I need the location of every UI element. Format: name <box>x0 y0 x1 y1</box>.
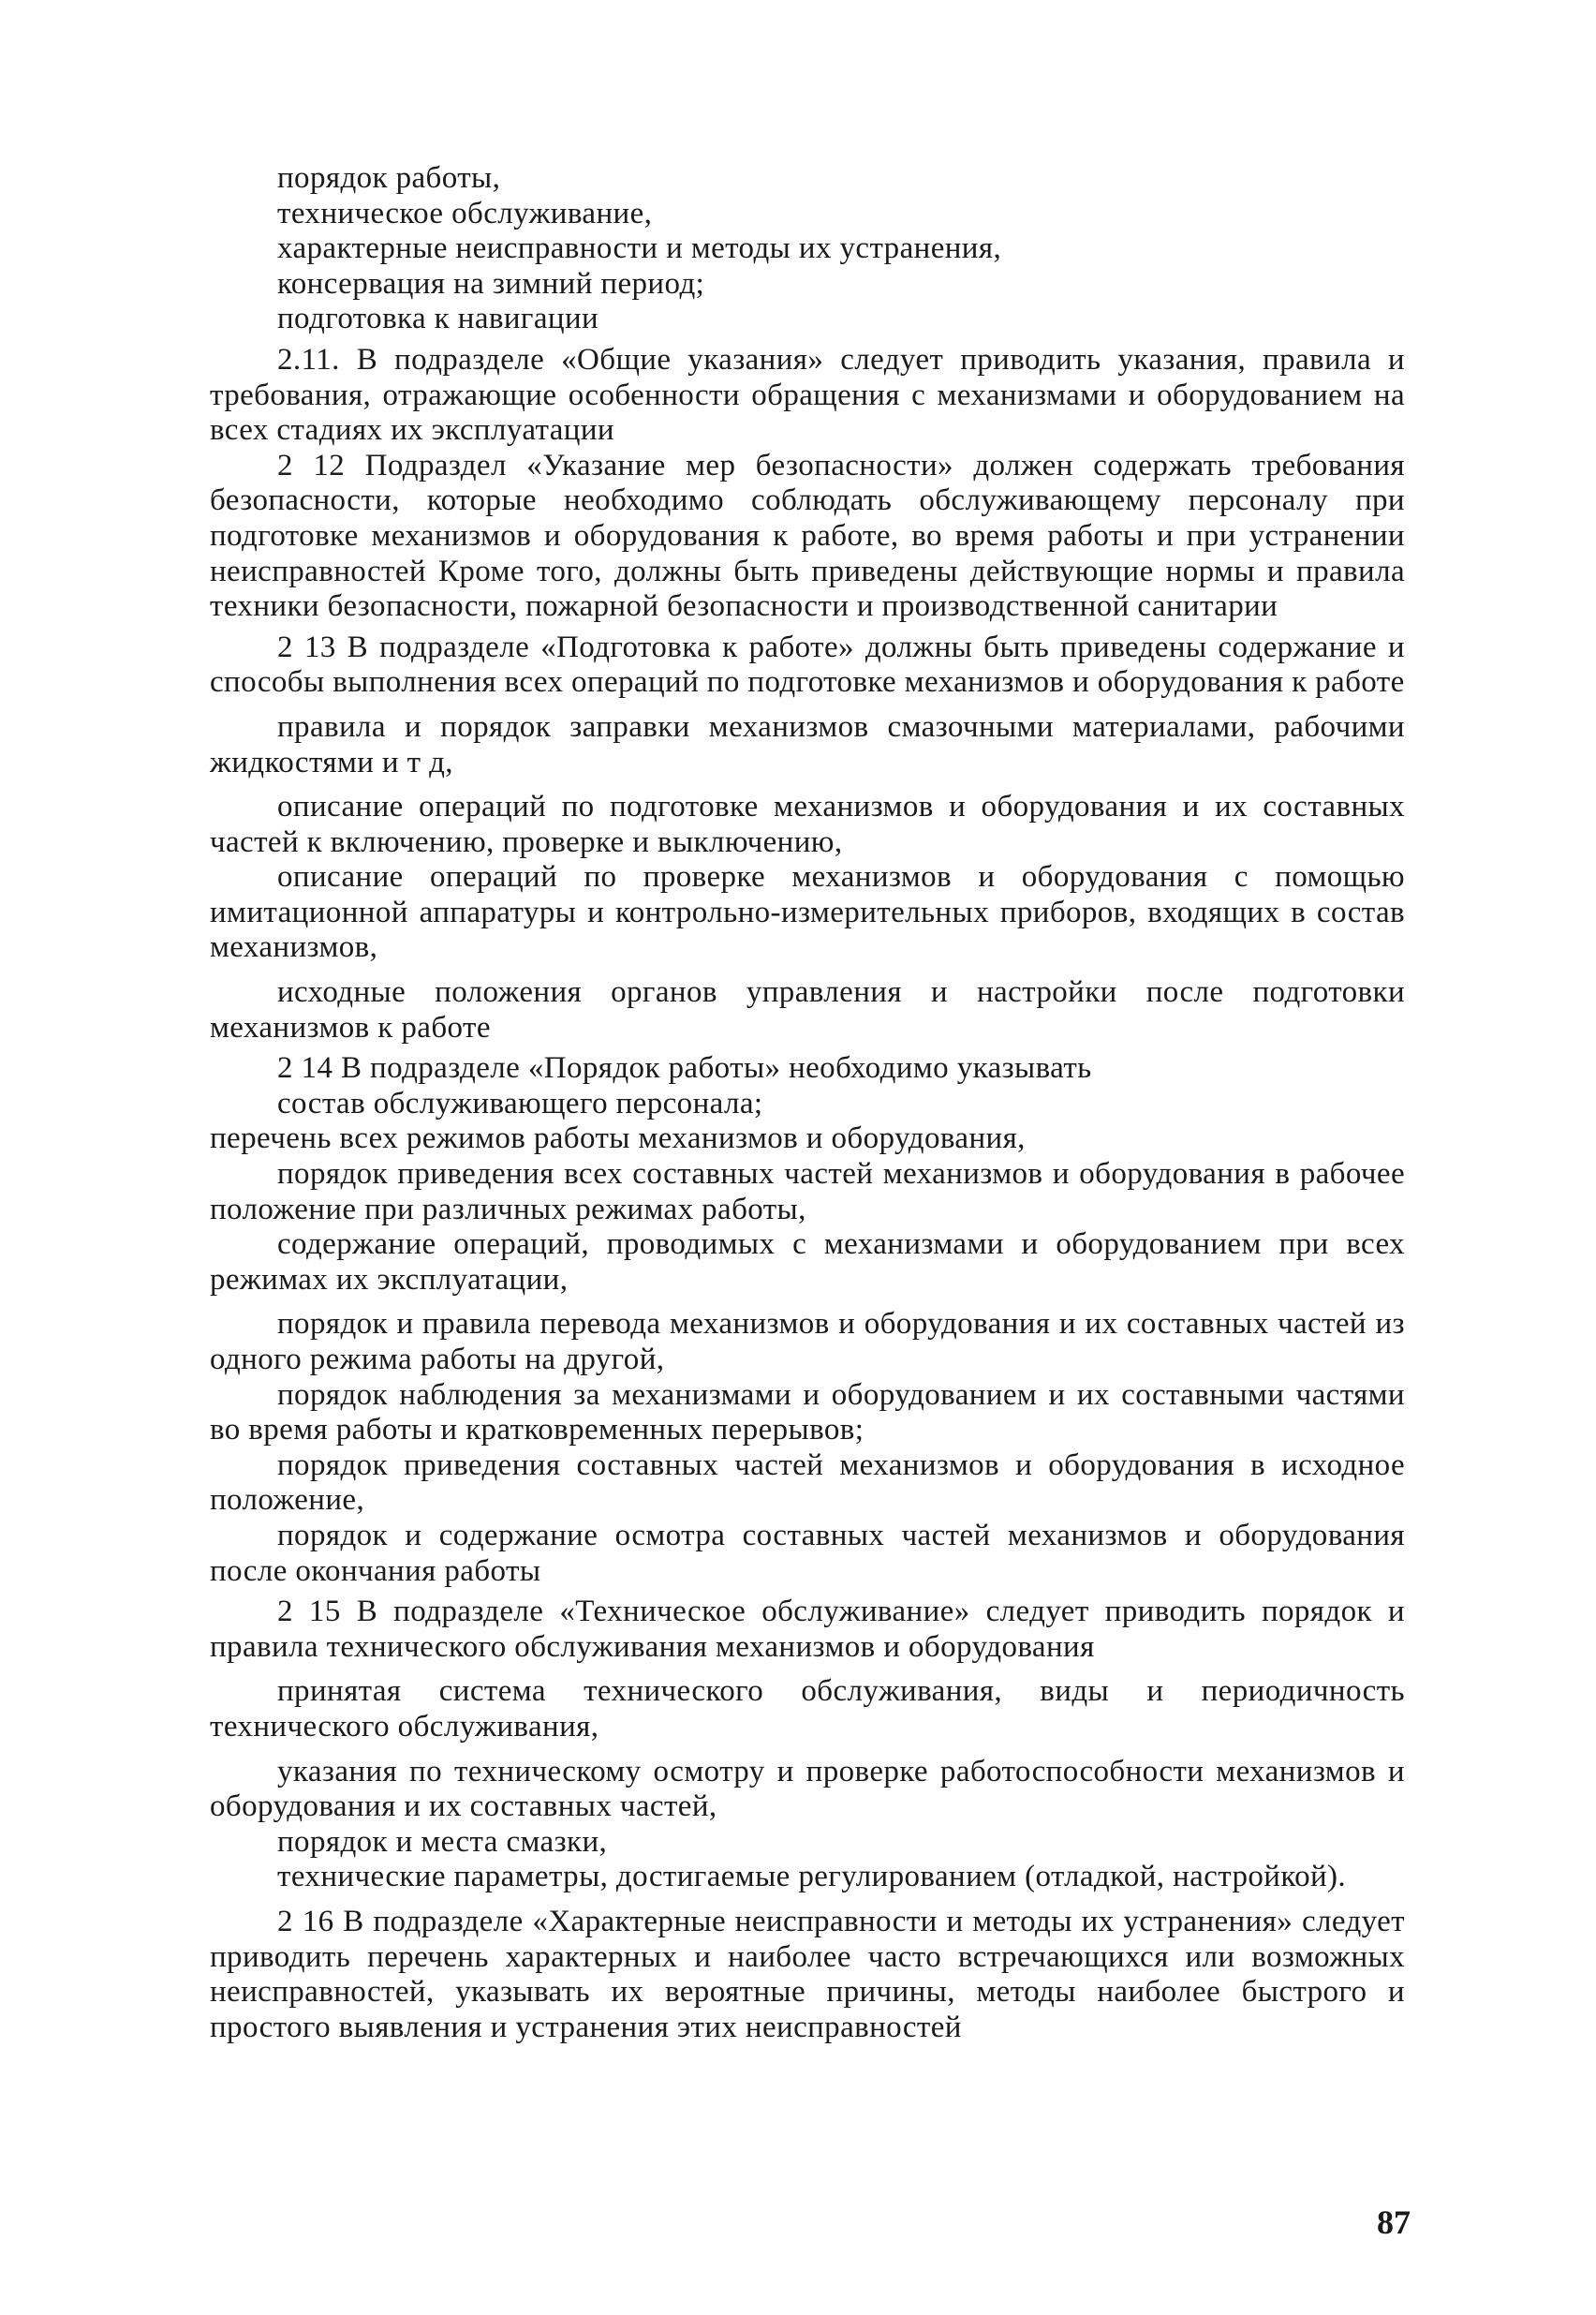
list-item-maintenance-system: принятая система технического обслуживания, виды и периодичность технического обслуживания, <box>210 1674 1405 1744</box>
list-item-navigation-preparation: подготовка к навигации <box>277 302 599 336</box>
paragraph-2-16: 2 16 В подразделе «Характерные неисправности и методы их устранения» следует приводить перечень характерных и наиболее часто встречающихся или возможных неисправностей, указывать их вероятные причины, методы наиболее быстрого и простого выявления и устранения этих неисправностей <box>210 1904 1405 2044</box>
paragraph-2-15: 2 15 В подразделе «Техническое обслуживание» следует приводить порядок и правила технического обслуживания механизмов и оборудования <box>210 1595 1405 1664</box>
list-item-checking-operations: описание операций по проверке механизмов и оборудования с помощью имитационной аппаратуры и контрольно-измерительных приборов, входящих в состав механизмов, <box>210 860 1405 965</box>
list-item-technical-parameters: технические параметры, достигаемые регулированием (отладкой, настройкой). <box>277 1860 1347 1894</box>
list-item-typical-faults: характерные неисправности и методы их устранения, <box>277 231 1002 266</box>
list-item-winter-conservation: консервация на зимний период; <box>277 266 705 301</box>
list-item-inspection-instructions: указания по техническому осмотру и проверке работоспособности механизмов и оборудования и их составных частей, <box>210 1754 1405 1824</box>
paragraph-2-11: 2.11. В подразделе «Общие указания» следует приводить указания, правила и требования, отражающие особенности обращения с механизмами и оборудованием на всех стадиях их эксплуатации <box>210 342 1405 448</box>
paragraph-2-12: 2 12 Подраздел «Указание мер безопасности» должен содержать требования безопасности, которые необходимо соблюдать обслуживающему персоналу при подготовке механизмов и оборудования к работе, во время работы и при устранении неисправностей Кроме того, должны быть приведены действующие нормы и правила техники безопасности, пожарной безопасности и производственной санитарии <box>210 448 1405 624</box>
list-item-inspection: порядок и содержание осмотра составных частей механизмов и оборудования после окончания работы <box>210 1518 1405 1588</box>
list-item-modes-list: перечень всех режимов работы механизмов и оборудования, <box>210 1121 1026 1156</box>
list-item-working-position: порядок приведения всех составных частей механизмов и оборудования в рабочее положение при различных режимах работы, <box>210 1157 1405 1226</box>
list-item-initial-positions: исходные положения органов управления и настройки после подготовки механизмов к работе <box>210 975 1405 1045</box>
list-item-mode-switching: порядок и правила перевода механизмов и оборудования и их составных частей из одного режима работы на другой, <box>210 1307 1405 1376</box>
page-number: 87 <box>1377 2204 1411 2241</box>
body-text <box>210 161 1405 2045</box>
list-item-initial-position: порядок приведения составных частей механизмов и оборудования в исходное положение, <box>210 1447 1405 1518</box>
list-item-monitoring: порядок наблюдения за механизмами и оборудованием и их составными частями во время работы и кратковременных перерывов; <box>210 1377 1405 1447</box>
list-item-lubrication-points: порядок и места смазки, <box>277 1824 608 1859</box>
list-item-maintenance: техническое обслуживание, <box>277 196 653 230</box>
paragraph-2-14: 2 14 В подразделе «Порядок работы» необходимо указывать <box>277 1051 1092 1086</box>
list-item-personnel: состав обслуживающего персонала; <box>277 1086 763 1120</box>
list-item-preparation-operations: описание операций по подготовке механизмов и оборудования и их составных частей к включению, проверке и выключению, <box>210 790 1405 859</box>
paragraph-2-13: 2 13 В подразделе «Подготовка к работе» должны быть приведены содержание и способы выполнения всех операций по подготовке механизмов и оборудования к работе <box>210 630 1405 700</box>
list-item-operations-content: содержание операций, проводимых с механизмами и оборудованием при всех режимах их эксплуатации, <box>210 1227 1405 1297</box>
list-item-operation-order: порядок работы, <box>277 161 501 195</box>
list-item-lubrication: правила и порядок заправки механизмов смазочными материалами, рабочими жидкостями и т д, <box>210 709 1405 779</box>
